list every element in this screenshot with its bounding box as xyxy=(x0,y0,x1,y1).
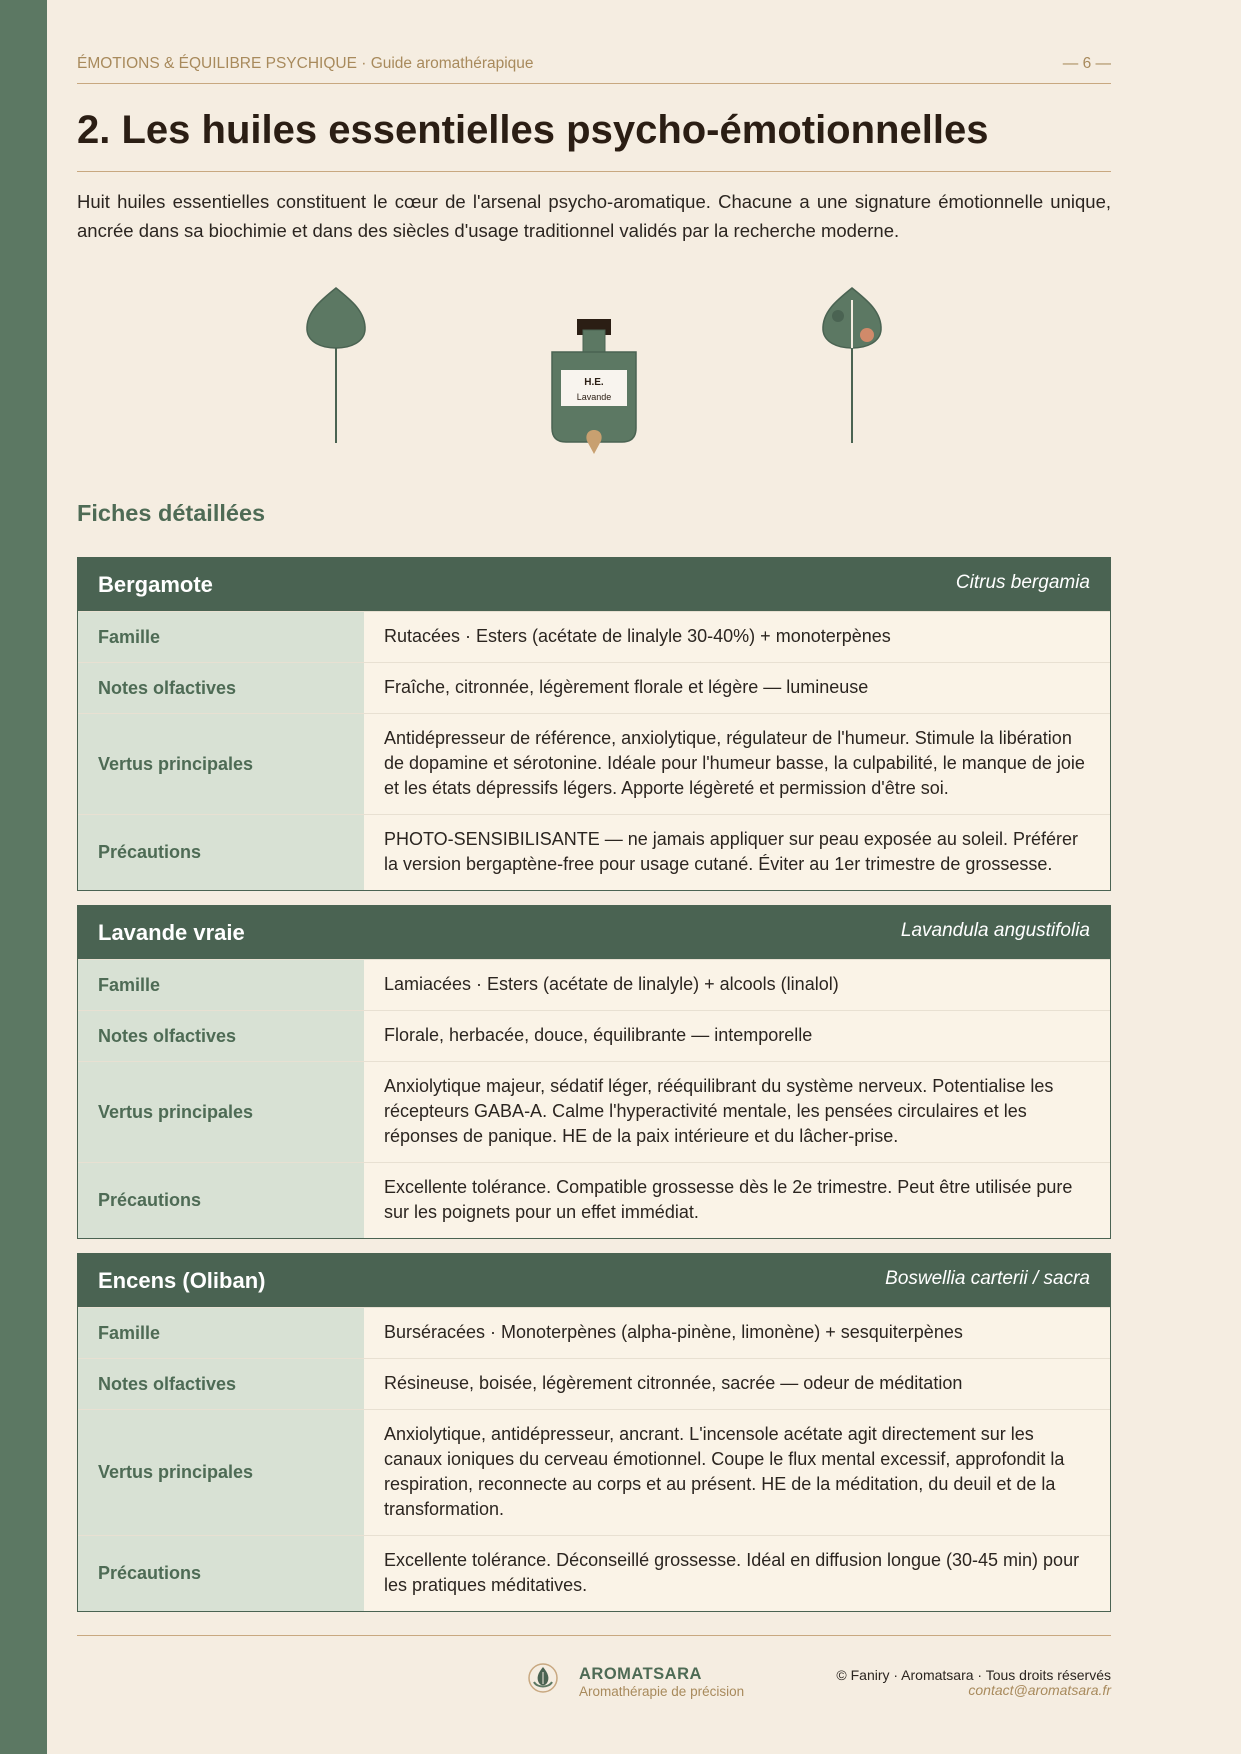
oil-cards xyxy=(77,557,1111,1626)
bottle-label-line2: Lavande xyxy=(576,392,612,402)
table-row xyxy=(78,1535,1110,1611)
table-row xyxy=(78,1010,1110,1061)
table-row xyxy=(78,1162,1110,1238)
title-divider xyxy=(77,171,1111,172)
footer-divider xyxy=(77,1635,1111,1636)
footer-rights xyxy=(836,1668,1111,1698)
row-value: Antidépresseur de référence, anxiolytique, régulateur de l'humeur. Stimule la libération de dopamine et sérotonine. Idéale pour l'humeur basse, la culpabilité, le manque de joie et les états dépressifs légers. Apporte légèreté et permission d'être soi. xyxy=(384,728,1085,798)
row-value: PHOTO-SENSIBILISANTE — ne jamais appliquer sur peau exposée au soleil. Préférer la version bergaptène-free pour usage cutané. Éviter au 1er trimestre de grossesse. xyxy=(384,829,1078,874)
table-row xyxy=(78,1061,1110,1162)
row-label: Famille xyxy=(78,1308,364,1358)
table-row xyxy=(78,1358,1110,1409)
brand-logo-icon xyxy=(527,1662,559,1694)
oil-card-encens xyxy=(77,1253,1111,1612)
intro-paragraph: Huit huiles essentielles constituent le cœur de l'arsenal psycho-aromatique. Chacune a une signature émotionnelle unique, ancrée dans sa biochimie et dans des siècles d'usage traditionnel validés par la recherche moderne. xyxy=(77,191,1111,241)
oil-name: Lavande vraie xyxy=(98,920,245,945)
row-value: Excellente tolérance. Compatible grossesse dès le 2e trimestre. Peut être utilisée pure sur les poignets pour un effet immédiat. xyxy=(384,1177,1073,1222)
row-value: Excellente tolérance. Déconseillé grossesse. Idéal en diffusion longue (30-45 min) pour les pratiques méditatives. xyxy=(384,1550,1080,1595)
row-value: Rutacées · Esters (acétate de linalyle 30-40%) + monoterpènes xyxy=(384,626,891,646)
table-row xyxy=(78,713,1110,814)
running-title: ÉMOTIONS & ÉQUILIBRE PSYCHIQUE · Guide aromathérapique xyxy=(77,55,534,72)
row-value: Anxiolytique, antidépresseur, ancrant. L'incensole acétate agit directement sur les canaux ioniques du cerveau émotionnel. Coupe le flux mental excessif, approfondit la respiration, reconnecte au corps et au présent. HE de la méditation, du deuil et de la transformation. xyxy=(384,1424,1065,1519)
contact-email[interactable]: contact@aromatsara.fr xyxy=(968,1682,1111,1698)
row-value: Anxiolytique majeur, sédatif léger, rééquilibrant du système nerveux. Potentialise les récepteurs GABA-A. Calme l'hyperactivité mentale, les pensées circulaires et les réponses de panique. HE de la paix intérieure et du lâcher-prise. xyxy=(384,1076,1054,1146)
page-title: 2. Les huiles essentielles psycho-émotionnelles xyxy=(77,108,989,152)
table-row xyxy=(78,611,1110,662)
bottle-label-line1: H.E. xyxy=(584,377,604,388)
brand-tagline: Aromathérapie de précision xyxy=(579,1684,745,1699)
card-header xyxy=(78,1254,1110,1307)
oil-latin-name: Boswellia carterii / sacra xyxy=(885,1268,1090,1289)
row-value: Burséracées · Monoterpènes (alpha-pinène, limonène) + sesquiterpènes xyxy=(384,1322,963,1342)
table-row xyxy=(78,662,1110,713)
row-label: Notes olfactives xyxy=(78,663,364,713)
table-row xyxy=(78,959,1110,1010)
oil-latin-name: Citrus bergamia xyxy=(955,572,1090,593)
row-label: Notes olfactives xyxy=(78,1011,364,1061)
row-label: Famille xyxy=(78,960,364,1010)
copyright-text: © Faniry · Aromatsara · Tous droits réservés xyxy=(836,1667,1111,1683)
illustration xyxy=(77,278,1111,458)
table-row xyxy=(78,1307,1110,1358)
footer-brand xyxy=(527,1662,747,1702)
row-label: Vertus principales xyxy=(78,1410,364,1535)
row-label: Précautions xyxy=(78,1536,364,1611)
running-header xyxy=(77,55,1111,84)
table-row xyxy=(78,1409,1110,1535)
row-value: Lamiacées · Esters (acétate de linalyle) + alcools (linalol) xyxy=(384,974,839,994)
row-label: Précautions xyxy=(78,815,364,890)
oil-card-bergamote xyxy=(77,557,1111,891)
oil-name: Encens (Oliban) xyxy=(98,1268,266,1293)
essential-oil-bottle-icon xyxy=(549,278,639,458)
row-value: Résineuse, boisée, légèrement citronnée, sacrée — odeur de méditation xyxy=(384,1373,963,1393)
row-value: Fraîche, citronnée, légèrement florale et légère — lumineuse xyxy=(384,677,869,697)
card-header xyxy=(78,558,1110,611)
leaf-icon xyxy=(301,278,371,448)
card-header xyxy=(78,906,1110,959)
brand-name: AROMATSARA xyxy=(579,1665,702,1683)
row-label: Notes olfactives xyxy=(78,1359,364,1409)
row-value: Florale, herbacée, douce, équilibrante — intemporelle xyxy=(384,1025,813,1045)
sidebar-band xyxy=(0,0,47,1754)
page-number: — 6 — xyxy=(1062,55,1111,72)
row-label: Précautions xyxy=(78,1163,364,1238)
table-row xyxy=(78,814,1110,890)
leaf-with-dots-icon xyxy=(817,278,887,448)
oil-latin-name: Lavandula angustifolia xyxy=(900,920,1090,941)
row-label: Vertus principales xyxy=(78,714,364,814)
row-label: Famille xyxy=(78,612,364,662)
oil-card-lavande xyxy=(77,905,1111,1239)
row-label: Vertus principales xyxy=(78,1062,364,1162)
oil-name: Bergamote xyxy=(98,572,213,597)
section-title: Fiches détaillées xyxy=(77,500,266,526)
